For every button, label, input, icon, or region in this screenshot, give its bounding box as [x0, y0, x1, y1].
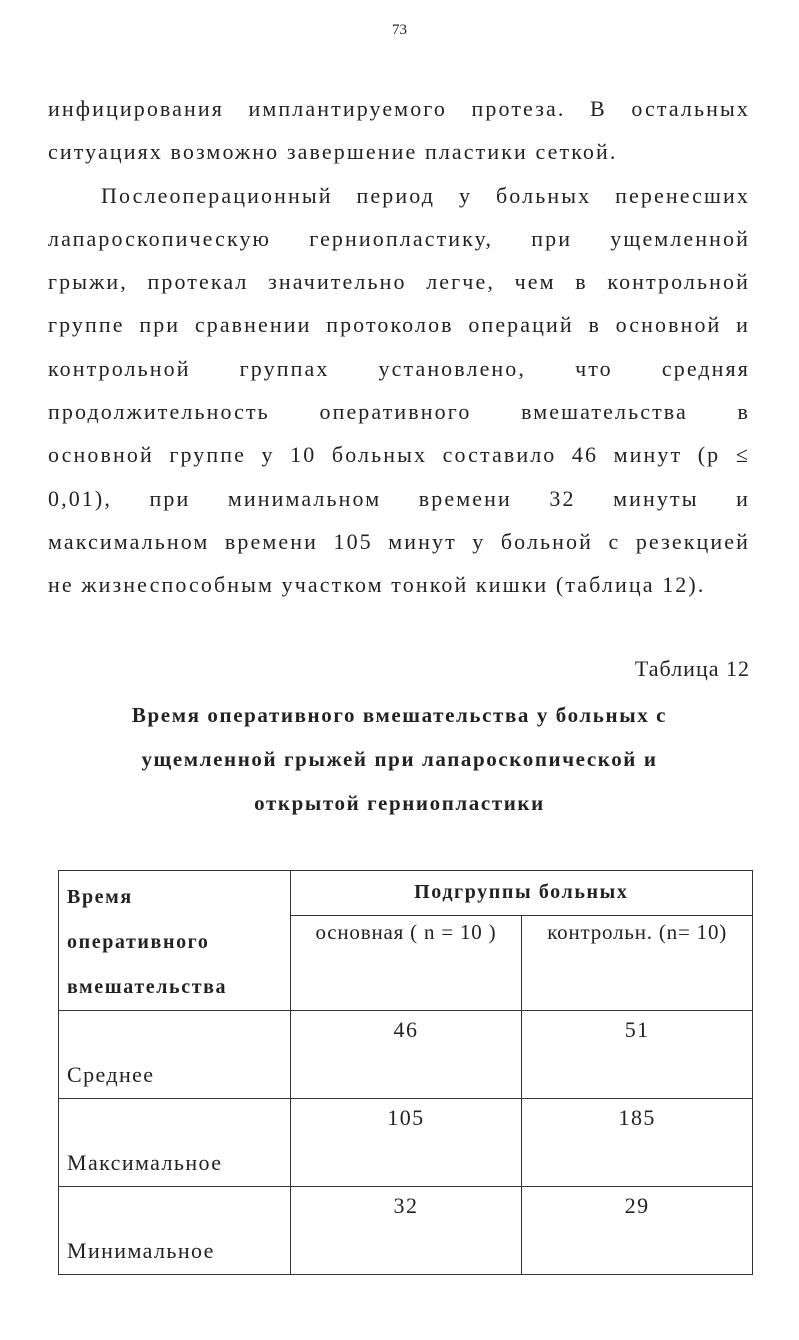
table-cell: 105 [290, 1099, 522, 1187]
table-header-row [59, 871, 753, 916]
text-line: грыжи, протекал значительно легче, чем в контрольной [48, 269, 750, 295]
table-row [59, 1099, 753, 1187]
text-line: 0,01), при минимальном времени 32 минуты и [48, 485, 750, 511]
table-cell: 185 [522, 1099, 753, 1187]
table-group-header: Подгруппы больных [290, 871, 752, 916]
table-cell: 29 [522, 1187, 753, 1275]
text-line: продолжительность оперативного вмешательства в [48, 399, 750, 425]
row-label: Среднее [59, 1011, 291, 1099]
subgroup-header-main: основная ( n = 10 ) [290, 915, 522, 1010]
row-label: Минимальное [59, 1187, 291, 1275]
table-cell: 51 [522, 1011, 753, 1099]
text-line: лапароскопическую герниопластику, при ущемленной [48, 225, 750, 251]
table-title-line: открытой герниопластики [254, 791, 545, 815]
body-text [48, 87, 750, 607]
table-row [59, 1187, 753, 1275]
text-line: ситуациях возможно завершение пластики сеткой. [48, 139, 618, 165]
header-label-line: вмешательства [67, 976, 228, 998]
table-row [59, 1011, 753, 1099]
text-line: максимальном времени 105 минут у больной с резекцией [48, 528, 750, 554]
table-cell: 32 [290, 1187, 522, 1275]
table-header-label [59, 871, 291, 1011]
row-label: Максимальное [59, 1099, 291, 1187]
data-table [58, 870, 753, 1275]
header-label-line: Время [67, 886, 133, 908]
table-caption: Таблица 12 [634, 656, 750, 681]
text-line: не жизнеспособным участком тонкой кишки (таблица 12). [48, 572, 706, 598]
table-title [0, 693, 799, 825]
text-line: контрольной группах установлено, что средняя [48, 355, 750, 381]
table-cell: 46 [290, 1011, 522, 1099]
text-line: инфицирования имплантируемого протеза. В остальных [48, 96, 750, 121]
subgroup-header-control: контрольн. (n= 10) [522, 915, 753, 1010]
header-label-line: оперативного [67, 931, 210, 953]
table-title-line: Время оперативного вмешательства у больных с [131, 703, 668, 727]
text-line: Послеоперационный период у больных перенесших [101, 182, 750, 208]
page-number: 73 [392, 22, 407, 38]
text-line: группе при сравнении протоколов операций в основной и [48, 312, 750, 338]
table-title-line: ущемленной грыжей при лапароскопической и [141, 747, 658, 771]
text-line: основной группе у 10 больных составило 46 минут (р ≤ [48, 442, 750, 468]
